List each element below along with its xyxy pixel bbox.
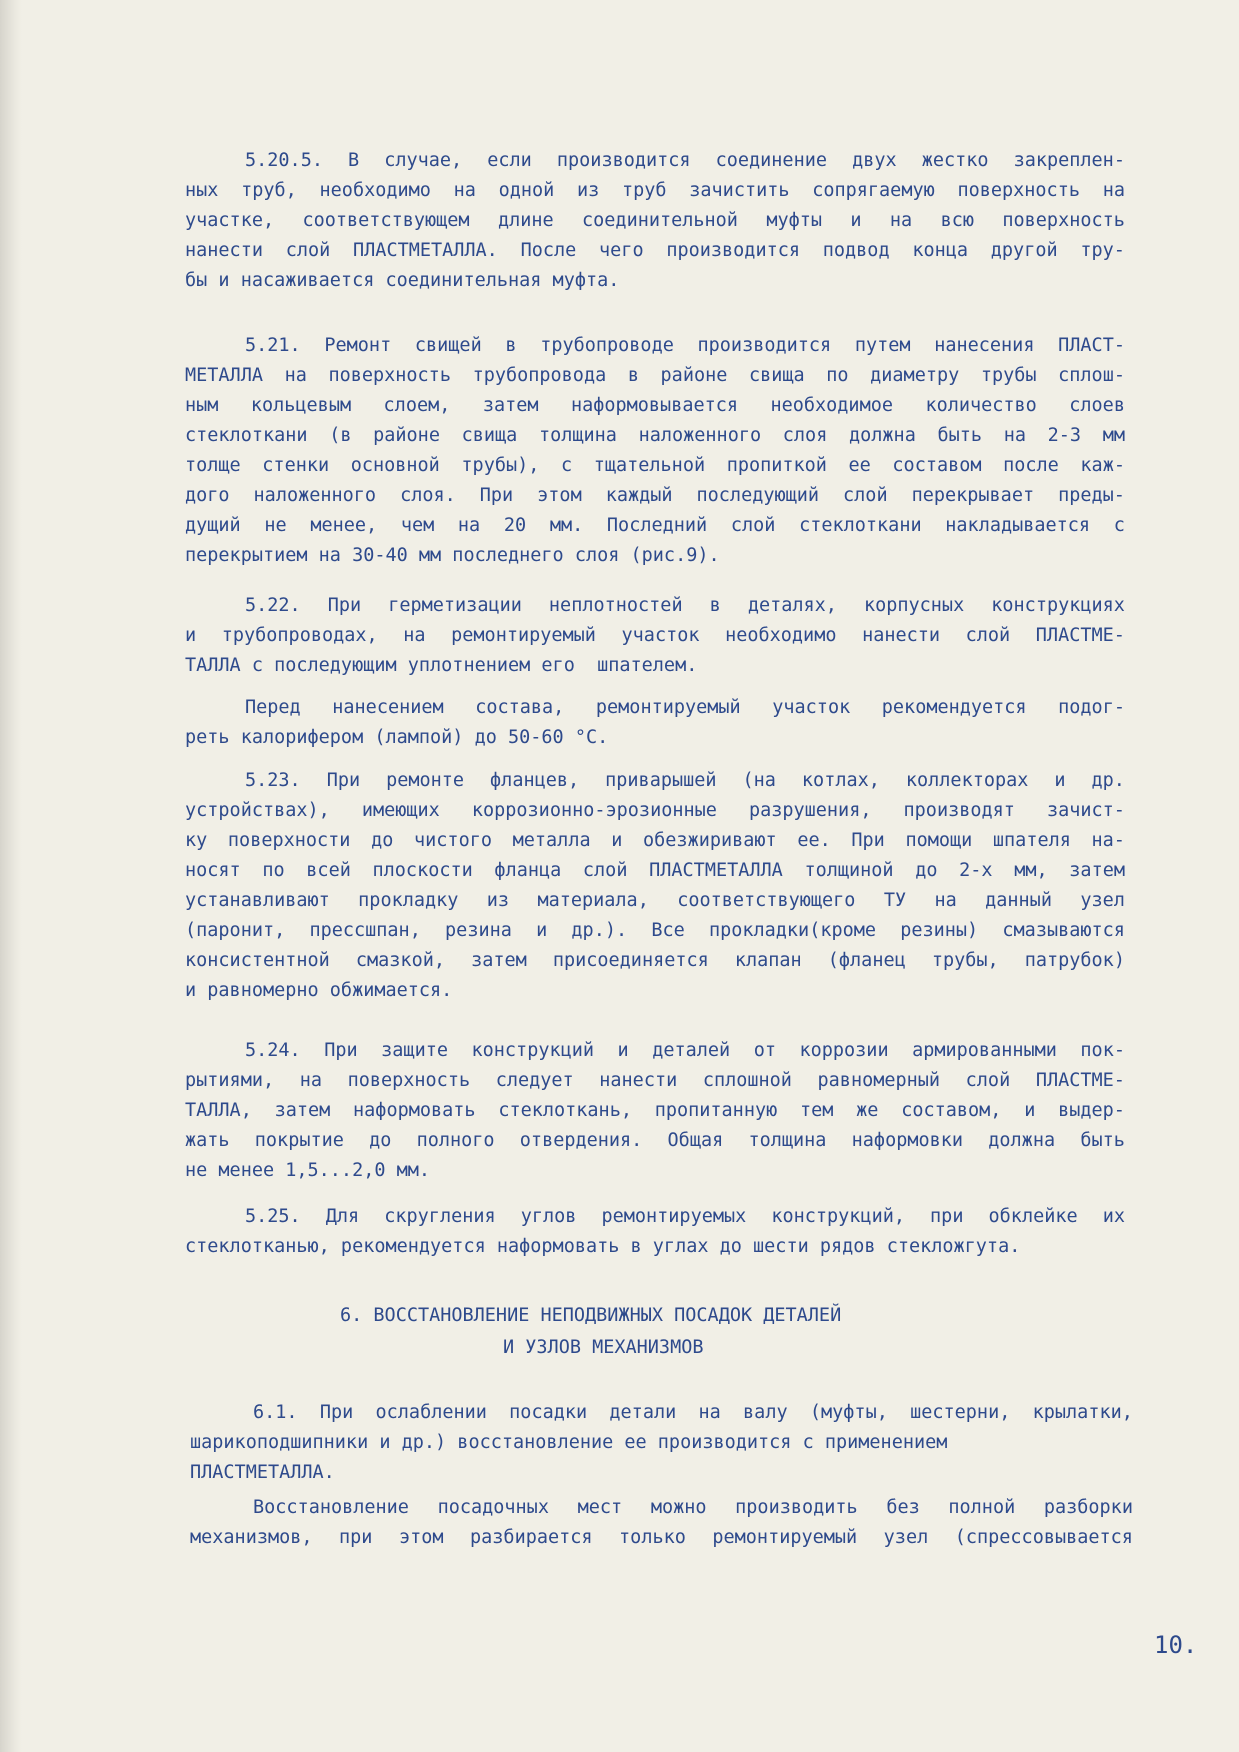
text-line: ным кольцевым слоем, затем наформовывается необходимое количество слоев xyxy=(185,395,1125,416)
text-line: 5.23. При ремонте фланцев, приварышей (на котлах, коллекторах и др. xyxy=(245,770,1125,791)
text-line: Перед нанесением состава, ремонтируемый участок рекомендуется подог- xyxy=(245,697,1125,718)
text-line: дущий не менее, чем на 20 мм. Последний слой стеклоткани накладывается с xyxy=(185,515,1125,536)
text-line: 5.22. При герметизации неплотностей в деталях, корпусных конструкциях xyxy=(245,595,1125,616)
section-heading-line-2: И УЗЛОВ МЕХАНИЗМОВ xyxy=(503,1337,704,1358)
text-line: участке, соответствующем длине соединительной муфты и на всю поверхность xyxy=(185,210,1125,231)
section-heading-line-1: 6. ВОССТАНОВЛЕНИЕ НЕПОДВИЖНЫХ ПОСАДОК ДЕТАЛЕЙ xyxy=(340,1305,842,1326)
text-line: МЕТАЛЛА на поверхность трубопровода в районе свища по диаметру трубы сплош- xyxy=(185,365,1125,386)
text-line: носят по всей плоскости фланца слой ПЛАСТМЕТАЛЛА толщиной до 2-х мм, затем xyxy=(185,860,1125,881)
text-line: нанести слой ПЛАСТМЕТАЛЛА. После чего производится подвод конца другой тру- xyxy=(185,240,1125,261)
text-line: перекрытием на 30-40 мм последнего слоя (рис.9). xyxy=(185,545,720,566)
text-line: Восстановление посадочных мест можно производить без полной разборки xyxy=(253,1497,1133,1518)
text-line: бы и насаживается соединительная муфта. xyxy=(185,270,620,291)
text-line: 5.24. При защите конструкций и деталей от коррозии армированными пок- xyxy=(245,1040,1125,1061)
text-line: 5.21. Ремонт свищей в трубопроводе производится путем нанесения ПЛАСТ- xyxy=(245,335,1125,356)
text-line: механизмов, при этом разбирается только ремонтируемый узел (спрессовывается xyxy=(190,1527,1133,1548)
text-line: и равномерно обжимается. xyxy=(185,980,453,1001)
text-line: жать покрытие до полного отвердения. Общая толщина наформовки должна быть xyxy=(185,1130,1125,1151)
text-line: ных труб, необходимо на одной из труб зачистить сопрягаемую поверхность на xyxy=(185,180,1125,201)
text-line: ТАЛЛА с последующим уплотнением его шпателем. xyxy=(185,655,698,676)
text-line: стеклоткани (в районе свища толщина наложенного слоя должна быть на 2-3 мм xyxy=(185,425,1125,446)
text-line: реть калорифером (лампой) до 50-60 °С. xyxy=(185,727,609,748)
text-line: дого наложенного слоя. При этом каждый последующий слой перекрывает преды- xyxy=(185,485,1125,506)
text-line: консистентной смазкой, затем присоединяется клапан (фланец трубы, патрубок) xyxy=(185,950,1125,971)
text-line: шарикоподшипники и др.) восстановление ее производится с применением xyxy=(190,1432,948,1453)
text-line: (паронит, прессшпан, резина и др.). Все прокладки(кроме резины) смазываются xyxy=(185,920,1125,941)
text-line: толще стенки основной трубы), с тщательной пропиткой ее составом после каж- xyxy=(185,455,1125,476)
text-line: ку поверхности до чистого металла и обезжиривают ее. При помощи шпателя на- xyxy=(185,830,1125,851)
text-line: 5.20.5. В случае, если производится соединение двух жестко закреплен- xyxy=(245,150,1125,171)
text-line: не менее 1,5...2,0 мм. xyxy=(185,1160,431,1181)
text-line: ПЛАСТМЕТАЛЛА. xyxy=(190,1462,335,1483)
text-line: устройствах), имеющих коррозионно-эрозионные разрушения, производят зачист- xyxy=(185,800,1125,821)
text-line: 6.1. При ослаблении посадки детали на валу (муфты, шестерни, крылатки, xyxy=(253,1402,1133,1423)
page-number: 10. xyxy=(1154,1631,1198,1659)
text-line: и трубопроводах, на ремонтируемый участок необходимо нанести слой ПЛАСТМЕ- xyxy=(185,625,1125,646)
text-line: ТАЛЛА, затем наформовать стеклоткань, пропитанную тем же составом, и выдер- xyxy=(185,1100,1125,1121)
text-line: стеклотканью, рекомендуется наформовать в углах до шести рядов стекложгута. xyxy=(185,1236,1021,1257)
page-edge-shadow xyxy=(0,0,22,1752)
text-line: устанавливают прокладку из материала, соответствующего ТУ на данный узел xyxy=(185,890,1125,911)
text-line: 5.25. Для скругления углов ремонтируемых конструкций, при обклейке их xyxy=(245,1206,1125,1227)
text-line: рытиями, на поверхность следует нанести сплошной равномерный слой ПЛАСТМЕ- xyxy=(185,1070,1125,1091)
